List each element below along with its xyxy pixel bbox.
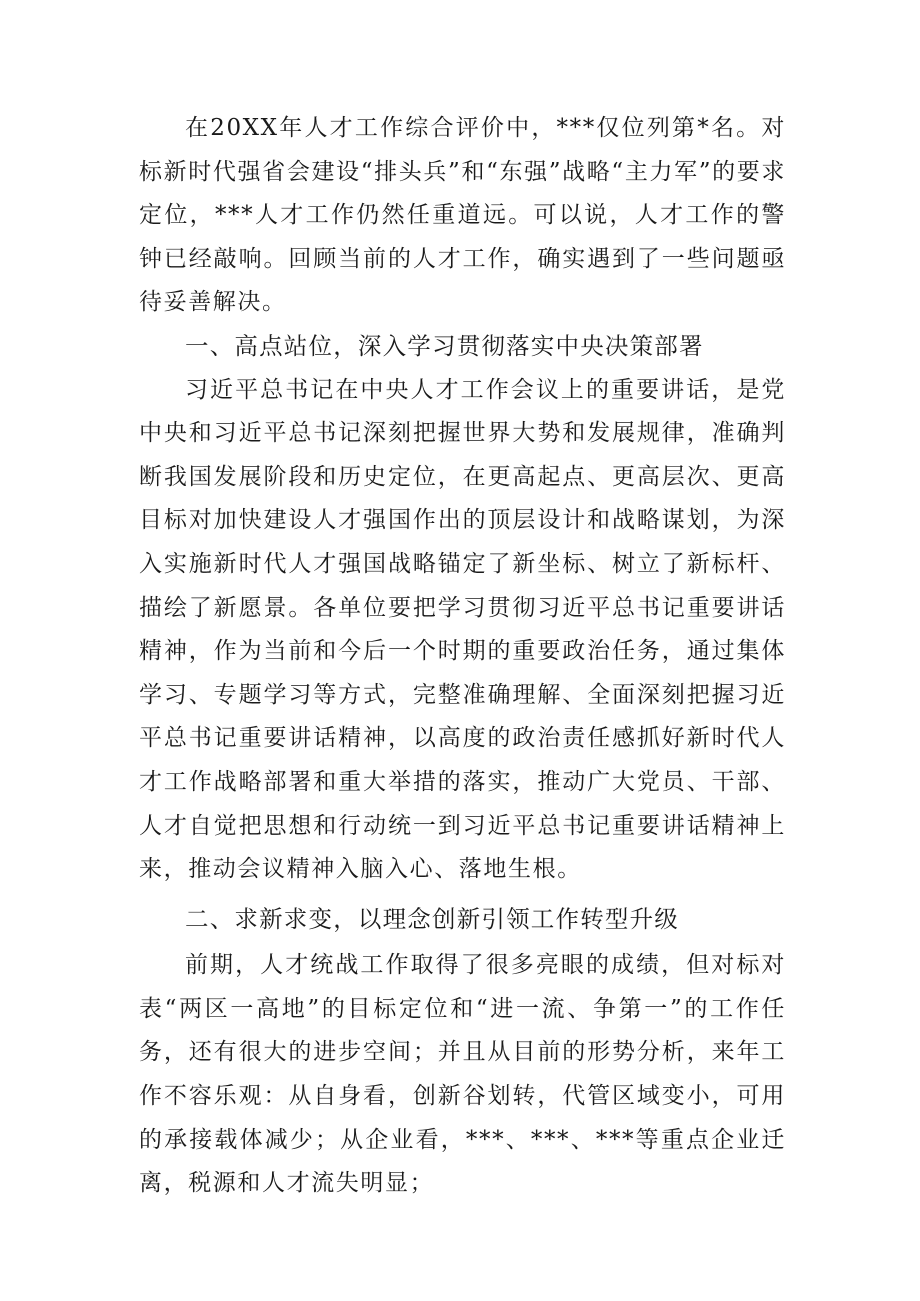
section-2-heading: 二、求新求变，以理念创新引领工作转型升级 bbox=[185, 904, 679, 933]
intro-paragraph: 在20XX年人才工作综合评价中，***仅位列第*名。对标新时代强省会建设“排头兵”和“东强”战略“主力军”的要求定位，***人才工作仍然任重道远。可以说，人才工作的警钟已经敲响。回顾当前的人才工作，确实遇到了一些问题亟待妥善解决。 bbox=[139, 115, 786, 316]
document-body bbox=[139, 107, 786, 1206]
section-1-paragraph: 习近平总书记在中央人才工作会议上的重要讲话，是党中央和习近平总书记深刻把握世界大势和发展规律，准确判断我国发展阶段和历史定位，在更高起点、更高层次、更高目标对加快建设人才强国作出的顶层设计和战略谋划，为深入实施新时代人才强国战略锚定了新坐标、树立了新标杆、描绘了新愿景。各单位要把学习贯彻习近平总书记重要讲话精神，作为当前和今后一个时期的重要政治任务，通过集体学习、专题学习等方式，完整准确理解、全面深刻把握习近平总书记重要讲话精神，以高度的政治责任感抓好新时代人才工作战略部署和重大举措的落实，推动广大党员、干部、人才自觉把思想和行动统一到习近平总书记重要讲话精神上来，推动会议精神入脑入心、落地生根。 bbox=[139, 376, 786, 883]
section-2-paragraph: 前期，人才统战工作取得了很多亮眼的成绩，但对标对表“两区一高地”的目标定位和“进一流、争第一”的工作任务，还有很大的进步空间；并且从目前的形势分析，来年工作不容乐观：从自身看，创新谷划转，代管区域变小，可用的承接载体减少；从企业看，***、***、***等重点企业迁离，税源和人才流失明显； bbox=[139, 952, 786, 1197]
section-1-heading: 一、高点站位，深入学习贯彻落实中央决策部署 bbox=[185, 331, 704, 360]
